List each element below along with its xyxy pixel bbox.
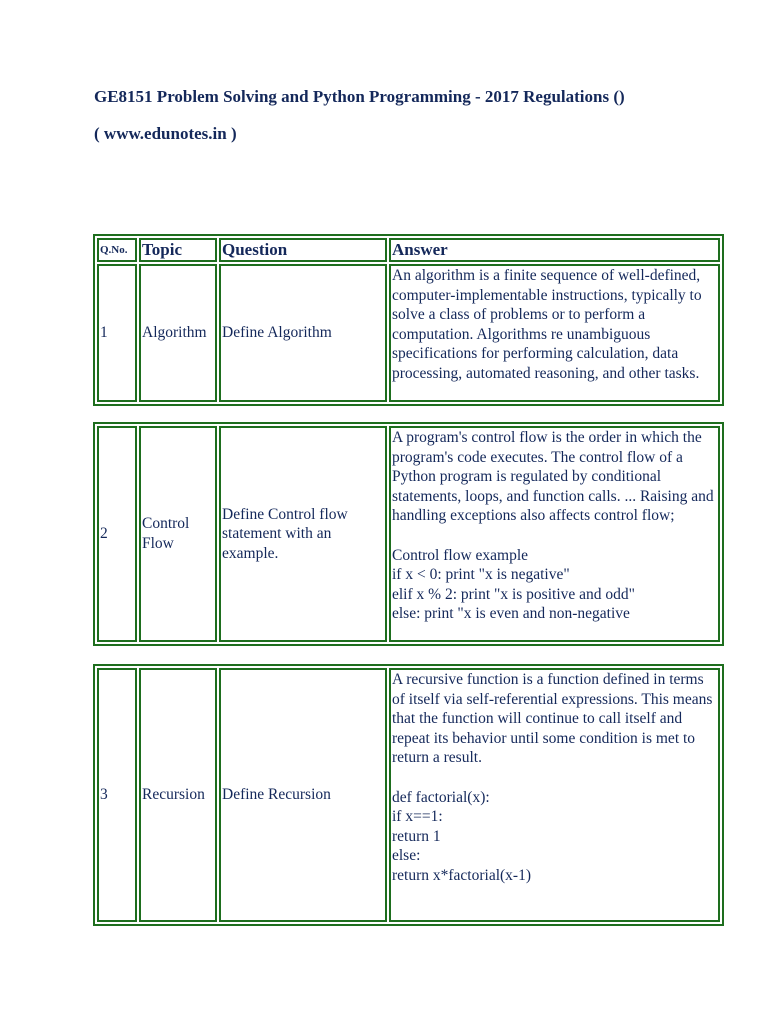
document-title: GE8151 Problem Solving and Python Programming - 2017 Regulations ()	[94, 87, 625, 106]
header-topic: Topic	[139, 238, 217, 262]
table-header-row	[97, 238, 720, 262]
qa-table-part-1	[93, 234, 724, 406]
row-topic: Control Flow	[139, 426, 217, 642]
row-answer: A program's control flow is the order in which the program's code executes. The control flow of a Python program is regulated by conditional statements, loops, and function calls. ... Raising and handling exceptions also affects control flow; Control flow example if x < 0: print "x is negative" elif x % 2: print "x is positive and odd" else: print "x is even and non-negative	[389, 426, 720, 642]
qa-table-part-2	[93, 422, 724, 646]
row-question: Define Control flow statement with an example.	[219, 426, 387, 642]
document-subtitle: ( www.edunotes.in )	[94, 124, 237, 143]
row-qno: 3	[97, 668, 137, 922]
qa-table-part-3	[93, 664, 724, 926]
row-qno: 1	[97, 264, 137, 402]
row-answer: A recursive function is a function defined in terms of itself via self-referential expressions. This means that the function will continue to call itself and repeat its behavior until some condition is met to return a result. def factorial(x): if x==1: return 1 else: return x*factorial(x-1)	[389, 668, 720, 922]
header-question: Question	[219, 238, 387, 262]
table-row	[97, 264, 720, 402]
row-qno: 2	[97, 426, 137, 642]
table-row	[97, 668, 720, 922]
row-topic: Recursion	[139, 668, 217, 922]
row-answer: An algorithm is a finite sequence of well-defined, computer-implementable instructions, typically to solve a class of problems or to perform a computation. Algorithms re unambiguous specifications for performing calculation, data processing, automated reasoning, and other tasks.	[389, 264, 720, 402]
row-topic: Algorithm	[139, 264, 217, 402]
header-qno: Q.No.	[97, 238, 137, 262]
table-row	[97, 426, 720, 642]
header-answer: Answer	[389, 238, 720, 262]
row-question: Define Recursion	[219, 668, 387, 922]
row-question: Define Algorithm	[219, 264, 387, 402]
